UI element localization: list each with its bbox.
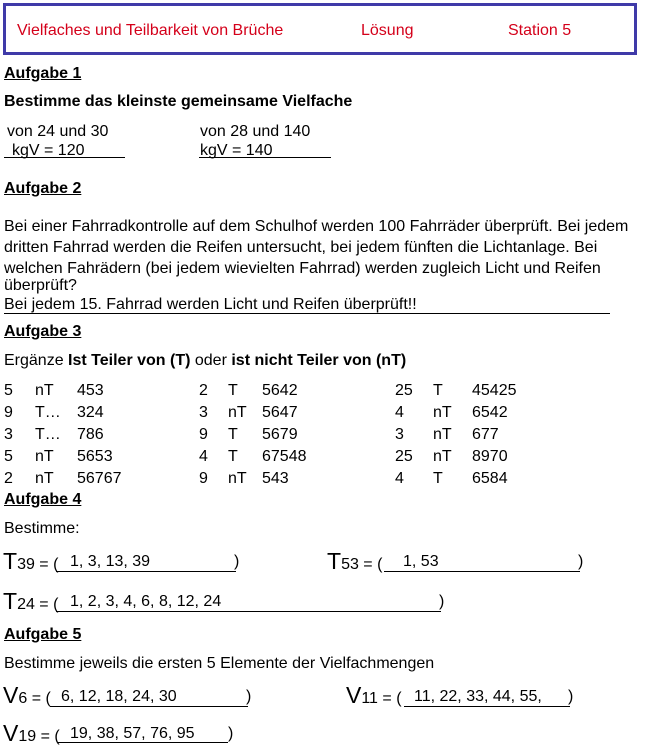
t24-equation: T24 = ( xyxy=(3,588,59,614)
a3-cell: 2 xyxy=(199,382,208,399)
a1-right-question: von 28 und 140 xyxy=(200,123,311,140)
a3-cell: 9 xyxy=(199,470,208,487)
a3-cell: 25 xyxy=(395,448,413,465)
a3-cell: 25 xyxy=(395,382,413,399)
a3-cell: 4 xyxy=(395,470,404,487)
a3-cell: T xyxy=(228,448,238,465)
a2-text-line2: dritten Fahrrad werden die Reifen untersucht, bei jedem fünften die Lichtanlage. Bei xyxy=(4,239,598,256)
a3-cell: 324 xyxy=(77,404,104,421)
a3-cell: 9 xyxy=(4,404,13,421)
header-box xyxy=(3,3,637,55)
t39-close: ) xyxy=(234,553,240,570)
a3-cell: 67548 xyxy=(262,448,307,465)
a3-cell: 786 xyxy=(77,426,104,443)
v19-answer: 19, 38, 57, 76, 95 xyxy=(70,725,195,742)
t53-line xyxy=(384,571,580,572)
a2-answer-line xyxy=(4,313,610,314)
a3-cell: 3 xyxy=(4,426,13,443)
header-title: Vielfaches und Teilbarkeit von Brüche xyxy=(17,22,284,39)
a3-cell: nT xyxy=(228,404,247,421)
a3-cell: 677 xyxy=(472,426,499,443)
a1-heading: Aufgabe 1 xyxy=(4,65,82,82)
a3-cell: 453 xyxy=(77,382,104,399)
a1-task: Bestimme das kleinste gemeinsame Vielfache xyxy=(4,93,353,110)
a1-right-line xyxy=(199,157,331,158)
a3-cell: nT xyxy=(35,470,54,487)
v19-line xyxy=(58,742,228,743)
a1-right-answer: kgV = 140 xyxy=(200,142,273,159)
a3-cell: T xyxy=(228,426,238,443)
a3-cell: 2 xyxy=(4,470,13,487)
a3-cell: nT xyxy=(433,448,452,465)
a3-cell: 5 xyxy=(4,448,13,465)
a2-text-line3: welchen Fahrädern (bei jedem wievielten Fahrrad) werden zugleich Licht und Reifen xyxy=(4,260,601,277)
a3-cell: nT xyxy=(35,448,54,465)
v6-answer: 6, 12, 18, 24, 30 xyxy=(61,688,177,705)
a3-cell: T xyxy=(433,382,443,399)
a2-text-line1: Bei einer Fahrradkontrolle auf dem Schulhof werden 100 Fahrräder überprüft. Bei jedem xyxy=(4,218,629,235)
a3-task: Ergänze Ist Teiler von (T) oder ist nicht Teiler von (nT) xyxy=(4,352,407,369)
a3-cell: 543 xyxy=(262,470,289,487)
t53-equation: T53 = ( xyxy=(327,548,383,574)
a1-left-answer: kgV = 120 xyxy=(12,142,85,159)
a3-cell: 8970 xyxy=(472,448,508,465)
header-station: Station 5 xyxy=(508,22,572,39)
a3-cell: T… xyxy=(35,426,61,443)
t24-line xyxy=(56,611,441,612)
a2-text-line4: überprüft? xyxy=(4,277,77,294)
a3-cell: 6542 xyxy=(472,404,508,421)
a3-heading: Aufgabe 3 xyxy=(4,323,82,340)
a4-task: Bestimme: xyxy=(4,520,80,537)
a3-cell: nT xyxy=(433,426,452,443)
a3-cell: T xyxy=(433,470,443,487)
a3-cell: T xyxy=(228,382,238,399)
a3-cell: nT xyxy=(228,470,247,487)
a3-cell: 5642 xyxy=(262,382,298,399)
t24-answer: 1, 2, 3, 4, 6, 8, 12, 24 xyxy=(70,593,222,610)
t39-line xyxy=(56,571,236,572)
a3-cell: 3 xyxy=(395,426,404,443)
a5-task: Bestimme jeweils die ersten 5 Elemente der Vielfachmengen xyxy=(4,655,435,672)
v11-close: ) xyxy=(568,688,574,705)
a3-cell: 5647 xyxy=(262,404,298,421)
a1-left-question: von 24 und 30 xyxy=(7,123,109,140)
header-solution: Lösung xyxy=(361,22,414,39)
v19-equation: V19 = ( xyxy=(3,720,60,746)
a3-cell: 6584 xyxy=(472,470,508,487)
a3-cell: 3 xyxy=(199,404,208,421)
v11-answer: 11, 22, 33, 44, 55, xyxy=(414,688,542,705)
a4-heading: Aufgabe 4 xyxy=(4,491,82,508)
t24-close: ) xyxy=(439,593,445,610)
a3-cell: 5679 xyxy=(262,426,298,443)
t39-answer: 1, 3, 13, 39 xyxy=(70,553,151,570)
v11-equation: V11 = ( xyxy=(346,682,402,708)
v11-line xyxy=(404,706,570,707)
t53-answer: 1, 53 xyxy=(403,553,439,570)
a3-cell: nT xyxy=(35,382,54,399)
v6-line xyxy=(50,706,248,707)
v6-close: ) xyxy=(246,688,252,705)
a1-left-line xyxy=(4,157,125,158)
a3-cell: 56767 xyxy=(77,470,122,487)
t39-equation: T39 = ( xyxy=(3,548,59,574)
v6-equation: V6 = ( xyxy=(3,682,51,708)
v19-close: ) xyxy=(228,725,234,742)
a3-cell: 4 xyxy=(395,404,404,421)
t53-close: ) xyxy=(578,553,584,570)
a3-cell: T… xyxy=(35,404,61,421)
a5-heading: Aufgabe 5 xyxy=(4,626,82,643)
a3-cell: 45425 xyxy=(472,382,517,399)
a3-cell: 9 xyxy=(199,426,208,443)
a3-cell: nT xyxy=(433,404,452,421)
a2-heading: Aufgabe 2 xyxy=(4,180,82,197)
a3-cell: 4 xyxy=(199,448,208,465)
a3-cell: 5653 xyxy=(77,448,113,465)
a2-answer: Bei jedem 15. Fahrrad werden Licht und Reifen überprüft!! xyxy=(4,296,417,313)
a3-cell: 5 xyxy=(4,382,13,399)
